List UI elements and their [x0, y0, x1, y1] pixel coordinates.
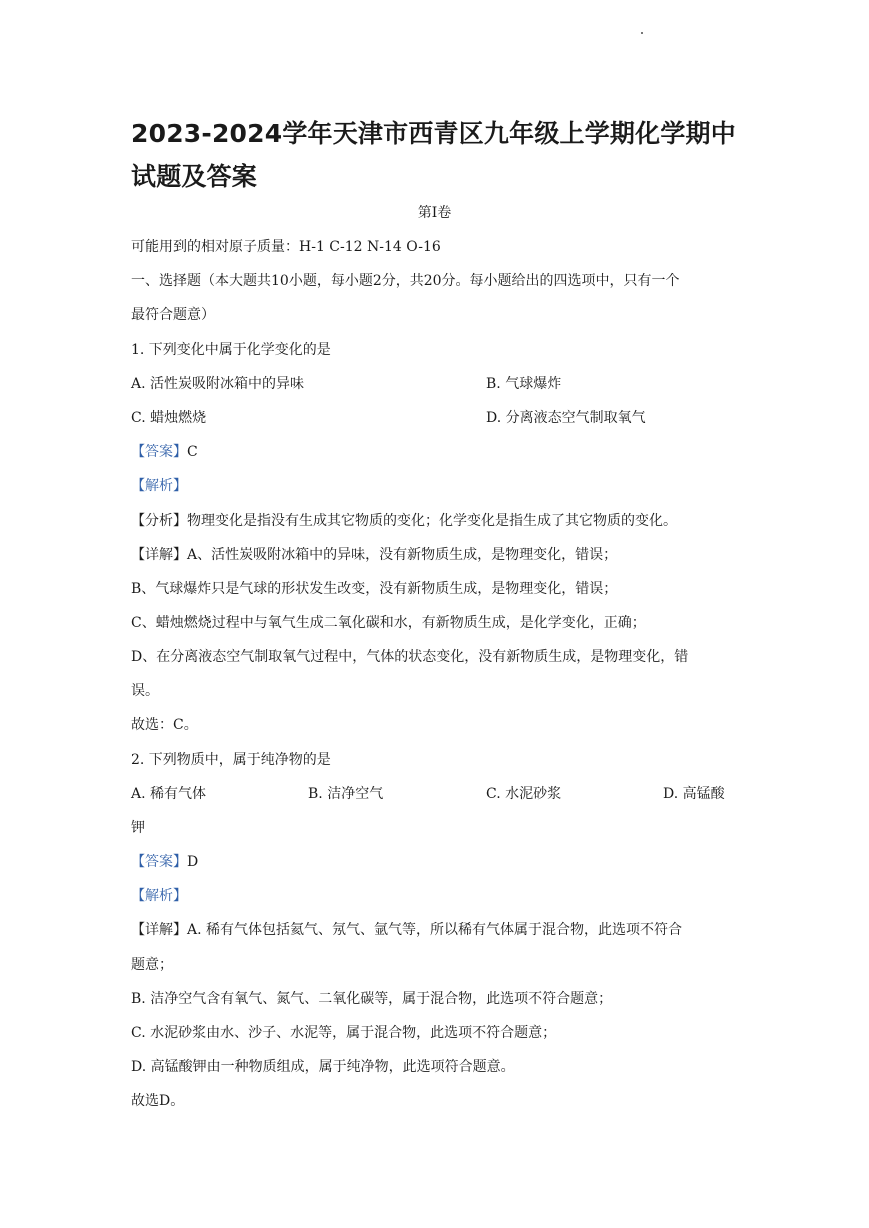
q1-answer-line [131, 442, 198, 462]
q1-option-d: D. 分离液态空气制取氧气 [486, 410, 646, 426]
q2-option-d-line2: 钾 [131, 820, 145, 836]
q2-answer-line [131, 852, 198, 872]
q1-fenxi: 【分析】物理变化是指没有生成其它物质的变化；化学变化是指生成了其它物质的变化。 [131, 513, 677, 529]
q2-option-a: A. 稀有气体 [131, 786, 207, 802]
page-marker-dot [641, 32, 643, 34]
q1-analysis-tag: 【解析】 [131, 478, 187, 494]
atomic-masses: 可能用到的相对原子质量：H-1 C-12 N-14 O-16 [131, 239, 441, 255]
q2-xiangjie-line1: 【详解】A. 稀有气体包括氦气、氖气、氩气等，所以稀有气体属于混合物，此选项不符合 [131, 922, 683, 938]
document-title: 2023-2024学年天津市西青区九年级上学期化学期中试题及答案 [131, 119, 736, 191]
q2-choose: 故选D。 [131, 1093, 185, 1109]
q1-answer: C [187, 444, 198, 460]
part1-intro-line2: 最符合题意） [131, 307, 215, 323]
q2-explain-c: C. 水泥砂浆由水、沙子、水泥等，属于混合物，此选项不符合题意； [131, 1025, 557, 1041]
q1-answer-tag: 【答案】 [131, 444, 187, 460]
q1-explain-b: B、气球爆炸只是气球的形状发生改变，没有新物质生成，是物理变化，错误； [131, 581, 618, 597]
q1-explain-c: C、蜡烛燃烧过程中与氧气生成二氧化碳和水，有新物质生成，是化学变化，正确； [131, 615, 646, 631]
q2-answer-tag: 【答案】 [131, 854, 187, 870]
q1-explain-d-line1: D、在分离液态空气制取氧气过程中，气体的状态变化，没有新物质生成，是物理变化，错 [131, 649, 689, 665]
q1-stem: 1. 下列变化中属于化学变化的是 [131, 342, 331, 358]
q2-option-d-line1: D. 高锰酸 [663, 786, 725, 802]
q1-explain-d-line2: 误。 [131, 683, 159, 699]
q1-option-b: B. 气球爆炸 [486, 376, 562, 392]
q1-choose: 故选：C。 [131, 717, 198, 733]
q2-option-b: B. 洁净空气 [308, 786, 384, 802]
q2-answer: D [187, 854, 199, 870]
q2-stem: 2. 下列物质中，属于纯净物的是 [131, 752, 331, 768]
q2-explain-d: D. 高锰酸钾由一种物质组成，属于纯净物，此选项符合题意。 [131, 1059, 515, 1075]
q1-xiangjie: 【详解】A、活性炭吸附冰箱中的异味，没有新物质生成，是物理变化，错误； [131, 547, 618, 563]
section-heading: 第Ⅰ卷 [417, 205, 452, 221]
q2-explain-b: B. 洁净空气含有氧气、氮气、二氧化碳等，属于混合物，此选项不符合题意； [131, 991, 613, 1007]
part1-intro-line1: 一、选择题（本大题共10小题，每小题2分，共20分。每小题给出的四选项中，只有一个 [131, 273, 680, 289]
q1-option-a: A. 活性炭吸附冰箱中的异味 [131, 376, 305, 392]
q2-option-c: C. 水泥砂浆 [486, 786, 562, 802]
q1-option-c: C. 蜡烛燃烧 [131, 410, 207, 426]
q2-xiangjie-line2: 题意； [131, 957, 173, 973]
q2-analysis-tag: 【解析】 [131, 888, 187, 904]
